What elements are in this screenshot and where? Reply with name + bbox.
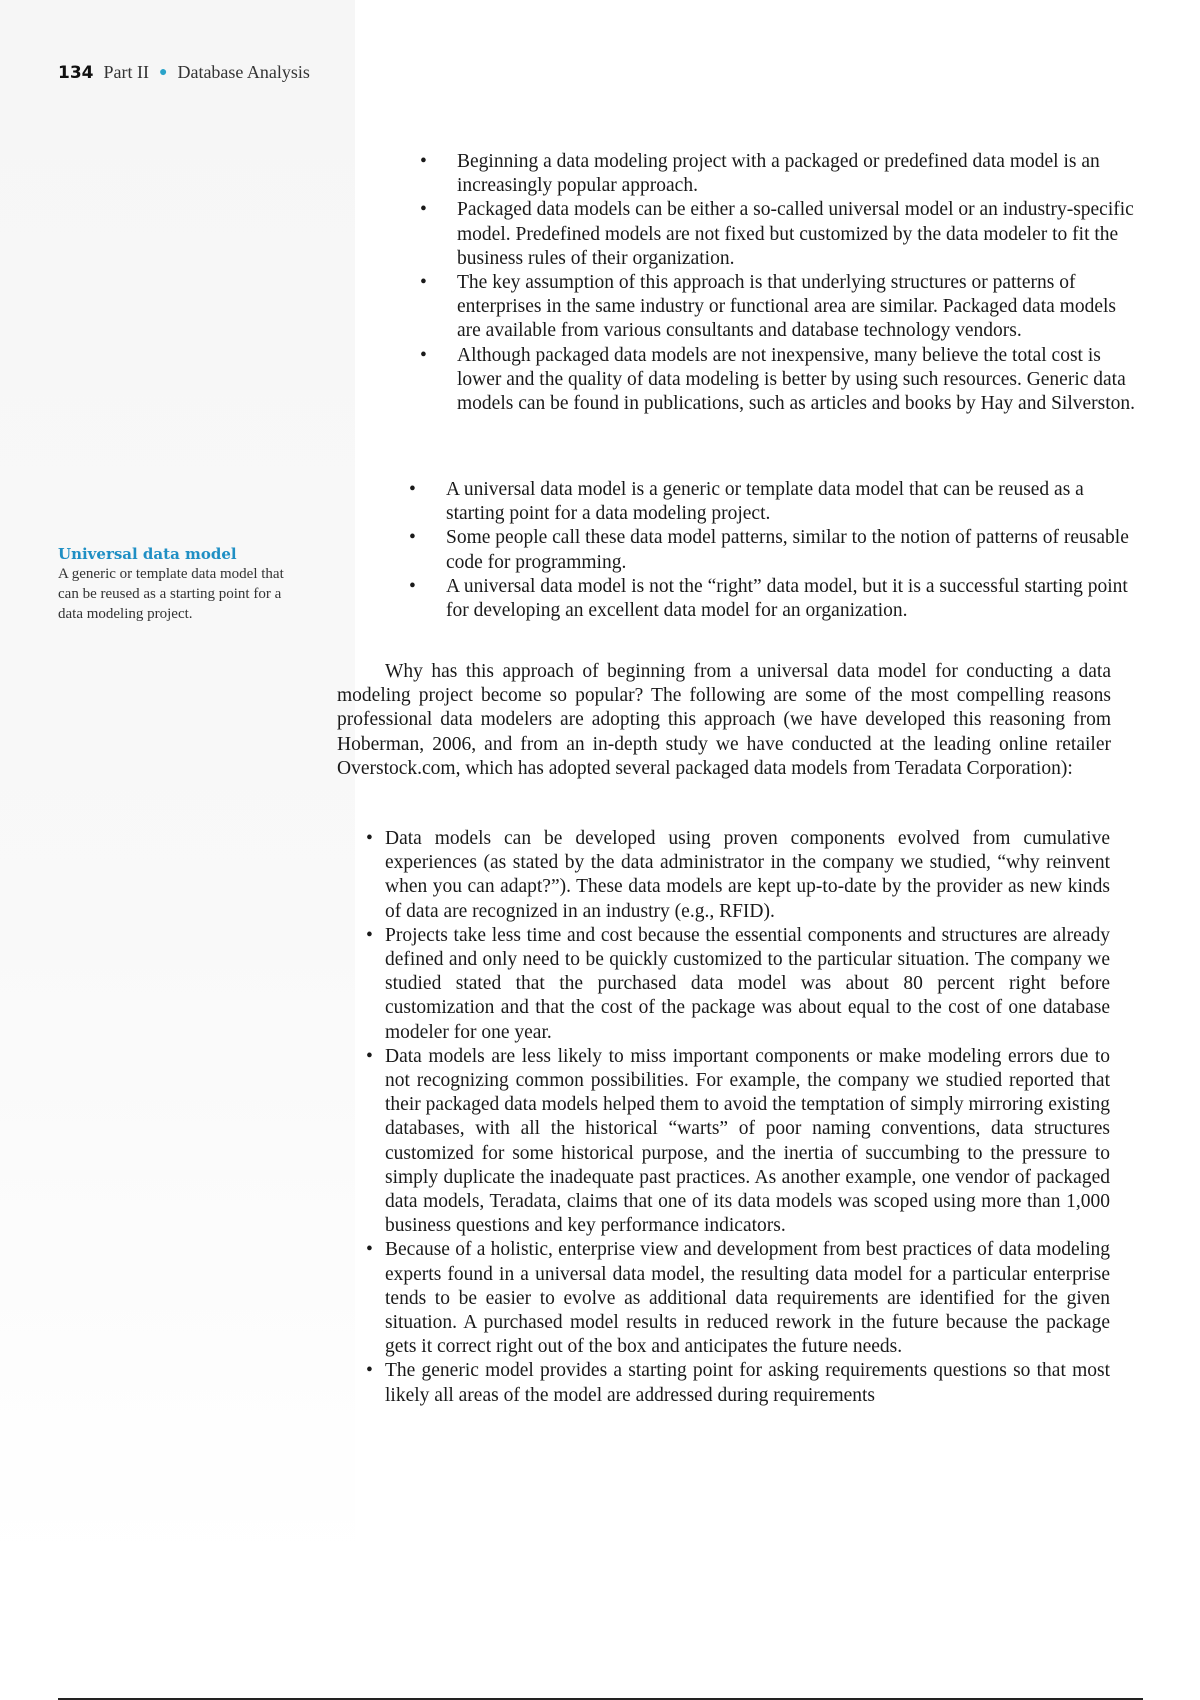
- list-item: • Because of a holistic, enterprise view and development from best practices of data modeling experts found in a universal data model, the resulting data model for a particular enterprise tends to be easier to evolve as additional data requirements are identified for the given situation. A purchased model results in reduced rework in the future because the package gets it correct right out of the box and anticipates the future needs.: [366, 1238, 1110, 1359]
- list-item: • Packaged data models can be either a so-called universal model or an industry-specific model. Predefined models are not fixed but customized by the data modeler to fit the business rules of their organization.: [420, 198, 1140, 271]
- definition-text: A generic or template data model that can be reused as a starting point for a data modeling project.: [58, 566, 284, 622]
- list-item: • The key assumption of this approach is that underlying structures or patterns of enterprises in the same industry or functional area are similar. Packaged data models are available from various consultants and database technology vendors.: [420, 271, 1140, 344]
- list-item: • Although packaged data models are not inexpensive, many believe the total cost is lower and the quality of data modeling is better by using such resources. Generic data models can be found in publications, such as articles and books by Hay and Silverston.: [420, 344, 1140, 417]
- reasons-list: [366, 827, 1110, 1408]
- bullet-dot-icon: ●: [158, 64, 168, 80]
- list-item: • Some people call these data model patterns, similar to the notion of patterns of reusable code for programming.: [409, 526, 1129, 574]
- list-item: • Projects take less time and cost because the essential components and structures are already defined and only need to be quickly customized to the particular situation. The company we studied stated that the purchased data model was about 80 percent right before customization and that the cost of the package was about equal to the cost of one database modeler for one year.: [366, 924, 1110, 1045]
- list-item: • Beginning a data modeling project with a packaged or predefined data model is an increasingly popular approach.: [420, 150, 1140, 198]
- list-item: • Data models can be developed using proven components evolved from cumulative experiences (as stated by the data administrator in the company we studied, “why reinvent when you can adapt?”). These data models are kept up-to-date by the provider as new kinds of data are recognized in an industry (e.g., RFID).: [366, 827, 1110, 924]
- page-number: 134: [58, 62, 94, 83]
- list-item: • The generic model provides a starting point for asking requirements questions so that most likely all areas of the model are addressed during requirements: [366, 1359, 1110, 1407]
- list-item: • A universal data model is not the “right” data model, but it is a successful starting point for developing an excellent data model for an organization.: [409, 575, 1129, 623]
- body-paragraph: Why has this approach of beginning from a universal data model for conducting a data modeling project become so popular? The following are some of the most compelling reasons professional data modelers are adopting this approach (we have developed this reasoning from Hoberman, 2006, and from an in-depth study we have conducted at the leading online retailer Overstock.com, which has adopted several packaged data models from Teradata Corporation):: [337, 661, 1111, 779]
- definition-term: Universal data model: [58, 545, 237, 563]
- running-header: [58, 62, 310, 83]
- section-title: Database Analysis: [177, 62, 310, 82]
- universal-model-list: [409, 478, 1129, 623]
- margin-definition: [58, 544, 308, 624]
- packaged-models-list: [420, 150, 1140, 416]
- margin-background: [0, 0, 355, 1570]
- list-item: • A universal data model is a generic or template data model that can be reused as a starting point for a data modeling project.: [409, 478, 1129, 526]
- part-label: Part II: [103, 62, 149, 82]
- list-item: • Data models are less likely to miss important components or make modeling errors due to not recognizing common possibilities. For example, the company we studied reported that their packaged data models helped them to avoid the temptation of simply mirroring existing databases, with all the historical “warts” of poor naming conventions, data structures customized for some historical purpose, and the inertia of succumbing to the pressure to simply duplicate the inadequate past practices. As another example, one vendor of packaged data models, Teradata, claims that one of its data models was scoped using more than 1,000 business questions and key performance indicators.: [366, 1045, 1110, 1239]
